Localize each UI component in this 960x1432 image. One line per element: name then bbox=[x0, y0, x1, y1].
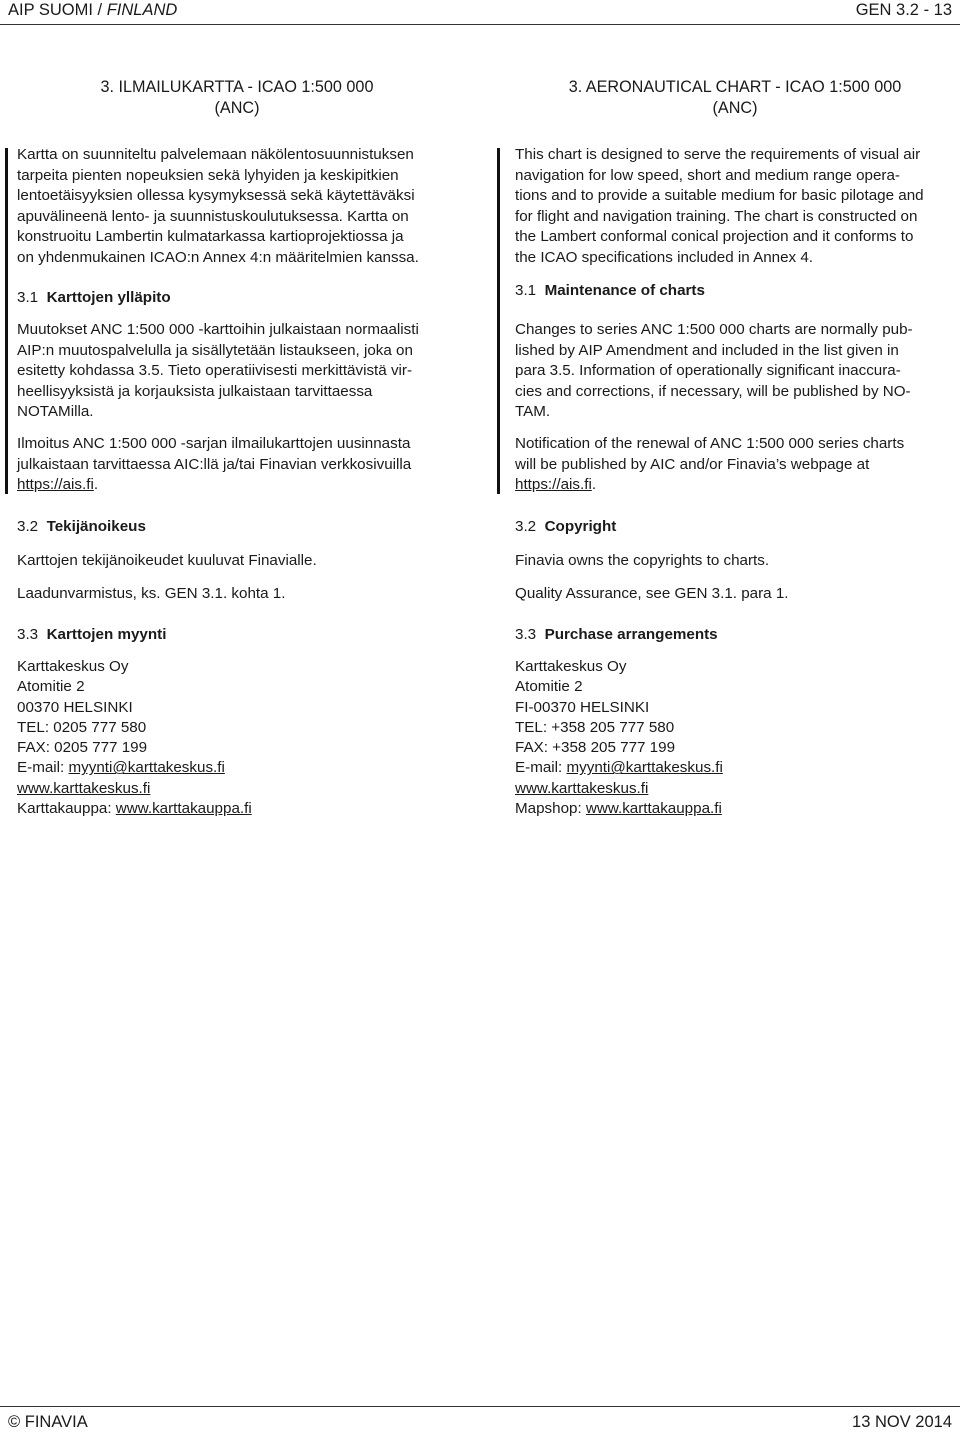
link-tail: . bbox=[591, 476, 597, 494]
text-line: konstruoitu Lambertin kulmatarkassa kartioprojektiossa ja bbox=[17, 228, 404, 246]
fi-address-block bbox=[17, 657, 252, 819]
text-line: tarpeita pienten nopeuksien sekä lyhyiden ja keskipitkien bbox=[17, 166, 399, 184]
text-line: the ICAO specifications included in Annex 4. bbox=[515, 248, 814, 266]
footer-date: 13 NOV 2014 bbox=[852, 1413, 952, 1431]
website-link[interactable]: www.karttakeskus.fi bbox=[17, 779, 151, 797]
text-line: TAM. bbox=[515, 403, 551, 421]
fi-title-line2: (ANC) bbox=[214, 98, 260, 117]
en-section-title bbox=[515, 77, 955, 118]
text-line: will be published by AIC and/or Finavia’s webpage at bbox=[515, 455, 870, 473]
text-line: Notification of the renewal of ANC 1:500 000 series charts bbox=[515, 435, 905, 452]
footer-copyright: © FINAVIA bbox=[8, 1413, 88, 1431]
address-company: Karttakeskus Oy bbox=[17, 658, 129, 675]
en-subheading-3-1 bbox=[515, 281, 705, 301]
heading-title: Tekijänoikeus bbox=[46, 518, 146, 535]
header-page-ref: GEN 3.2 - 13 bbox=[855, 1, 952, 19]
email-label: E-mail: bbox=[17, 759, 69, 777]
fi-intro-paragraph bbox=[17, 145, 457, 269]
header-left bbox=[8, 0, 177, 20]
email-link[interactable]: myynti@karttakeskus.fi bbox=[566, 759, 723, 777]
address-tel: TEL: 0205 777 580 bbox=[17, 718, 147, 736]
link-tail: . bbox=[93, 476, 99, 494]
fi-change-bar bbox=[5, 148, 8, 494]
text-line: Changes to series ANC 1:500 000 charts are normally pub- bbox=[515, 321, 913, 338]
text-line: on yhdenmukainen ICAO:n Annex 4:n määritelmien kanssa. bbox=[17, 248, 419, 266]
email-link[interactable]: myynti@karttakeskus.fi bbox=[68, 759, 225, 777]
heading-number: 3.1 bbox=[515, 282, 537, 299]
fi-title-line1: 3. ILMAILUKARTTA - ICAO 1:500 000 bbox=[100, 78, 374, 96]
en-change-bar bbox=[497, 148, 500, 494]
text-line: lentoetäisyyksien ollessa kysymyksessä sekä käytettäväksi bbox=[17, 187, 415, 205]
address-email bbox=[515, 758, 723, 778]
address-city: 00370 HELSINKI bbox=[17, 698, 133, 716]
en-ais-link[interactable]: https://ais.fi bbox=[515, 476, 592, 494]
header-country-italic: FINLAND bbox=[106, 1, 178, 19]
text-line: NOTAMilla. bbox=[17, 403, 94, 421]
heading-title: Karttojen myynti bbox=[46, 626, 167, 643]
text-line: Muutokset ANC 1:500 000 -karttoihin julkaistaan normaalisti bbox=[17, 321, 419, 338]
header-rule bbox=[0, 24, 960, 25]
fi-subheading-3-2 bbox=[17, 517, 146, 537]
address-email bbox=[17, 758, 252, 778]
address-fax: FAX: +358 205 777 199 bbox=[515, 739, 676, 757]
text-line: julkaistaan tarvittaessa AIC:llä ja/tai Finavian verkkosivuilla bbox=[17, 455, 412, 473]
text-line: AIP:n muutospalvelulla ja sisällytetään listaukseen, joka on bbox=[17, 341, 413, 359]
heading-title: Karttojen ylläpito bbox=[46, 289, 171, 306]
shop-label: Mapshop: bbox=[515, 800, 586, 818]
fi-subheading-3-3 bbox=[17, 625, 166, 645]
en-subheading-3-2 bbox=[515, 517, 616, 537]
text-line: esitetty kohdassa 3.5. Tieto operatiivisesti merkittävistä vir- bbox=[17, 362, 413, 380]
en-quality-text: Quality Assurance, see GEN 3.1. para 1. bbox=[515, 585, 789, 602]
text-line: apuvälineenä lento- ja suunnistuskoulutuksessa. Kartta on bbox=[17, 207, 409, 225]
heading-number: 3.2 bbox=[17, 518, 39, 535]
heading-number: 3.3 bbox=[515, 626, 537, 643]
address-city: FI-00370 HELSINKI bbox=[515, 698, 650, 716]
shop-label: Karttakauppa: bbox=[17, 800, 116, 818]
text-line: for flight and navigation training. The chart is constructed on bbox=[515, 207, 918, 225]
fi-subheading-3-1 bbox=[17, 288, 171, 308]
en-copyright-text: Finavia owns the copyrights to charts. bbox=[515, 552, 770, 569]
text-line: the Lambert conformal conical projection and it conforms to bbox=[515, 228, 914, 246]
en-title-line1: 3. AERONAUTICAL CHART - ICAO 1:500 000 bbox=[568, 78, 902, 96]
fi-maintenance-paragraph bbox=[17, 320, 457, 423]
fi-ais-link[interactable]: https://ais.fi bbox=[17, 476, 94, 494]
fi-section-title bbox=[17, 77, 457, 118]
heading-title: Maintenance of charts bbox=[544, 282, 705, 299]
address-company: Karttakeskus Oy bbox=[515, 658, 627, 675]
en-intro-paragraph bbox=[515, 145, 955, 269]
en-subheading-3-3 bbox=[515, 625, 718, 645]
heading-number: 3.3 bbox=[17, 626, 39, 643]
text-line: tions and to provide a suitable medium for basic pilotage and bbox=[515, 187, 924, 205]
en-title-line2: (ANC) bbox=[712, 98, 758, 117]
address-fax: FAX: 0205 777 199 bbox=[17, 739, 148, 757]
heading-number: 3.2 bbox=[515, 518, 537, 535]
text-line: Kartta on suunniteltu palvelemaan näkölentosuunnistuksen bbox=[17, 146, 414, 163]
heading-number: 3.1 bbox=[17, 289, 39, 306]
text-line: cies and corrections, if necessary, will be published by NO- bbox=[515, 382, 911, 400]
fi-notification-paragraph bbox=[17, 434, 457, 496]
shop-link[interactable]: www.karttakauppa.fi bbox=[115, 800, 252, 818]
header-country: AIP SUOMI / bbox=[8, 1, 107, 19]
address-shop bbox=[515, 799, 723, 819]
text-line: heellisyyksistä ja korjauksista julkaistaan tarvittaessa bbox=[17, 382, 373, 400]
address-street: Atomitie 2 bbox=[17, 678, 85, 696]
heading-title: Copyright bbox=[544, 518, 617, 535]
en-maintenance-paragraph bbox=[515, 320, 955, 423]
address-street: Atomitie 2 bbox=[515, 678, 583, 696]
text-line: This chart is designed to serve the requirements of visual air bbox=[515, 146, 921, 163]
footer-rule bbox=[0, 1406, 960, 1407]
website-link[interactable]: www.karttakeskus.fi bbox=[515, 779, 649, 797]
shop-link[interactable]: www.karttakauppa.fi bbox=[585, 800, 722, 818]
address-web bbox=[515, 779, 723, 799]
address-web bbox=[17, 779, 252, 799]
email-label: E-mail: bbox=[515, 759, 567, 777]
heading-title: Purchase arrangements bbox=[544, 626, 718, 643]
text-line: para 3.5. Information of operationally significant inaccura- bbox=[515, 362, 901, 380]
address-tel: TEL: +358 205 777 580 bbox=[515, 718, 675, 736]
text-line: navigation for low speed, short and medium range opera- bbox=[515, 166, 900, 184]
text-line: lished by AIP Amendment and included in the list given in bbox=[515, 341, 899, 359]
fi-quality-text: Laadunvarmistus, ks. GEN 3.1. kohta 1. bbox=[17, 585, 286, 602]
en-address-block bbox=[515, 657, 723, 819]
text-line: Ilmoitus ANC 1:500 000 -sarjan ilmailukarttojen uusinnasta bbox=[17, 435, 411, 452]
en-notification-paragraph bbox=[515, 434, 955, 496]
address-shop bbox=[17, 799, 252, 819]
fi-copyright-text: Karttojen tekijänoikeudet kuuluvat Finavialle. bbox=[17, 552, 317, 569]
